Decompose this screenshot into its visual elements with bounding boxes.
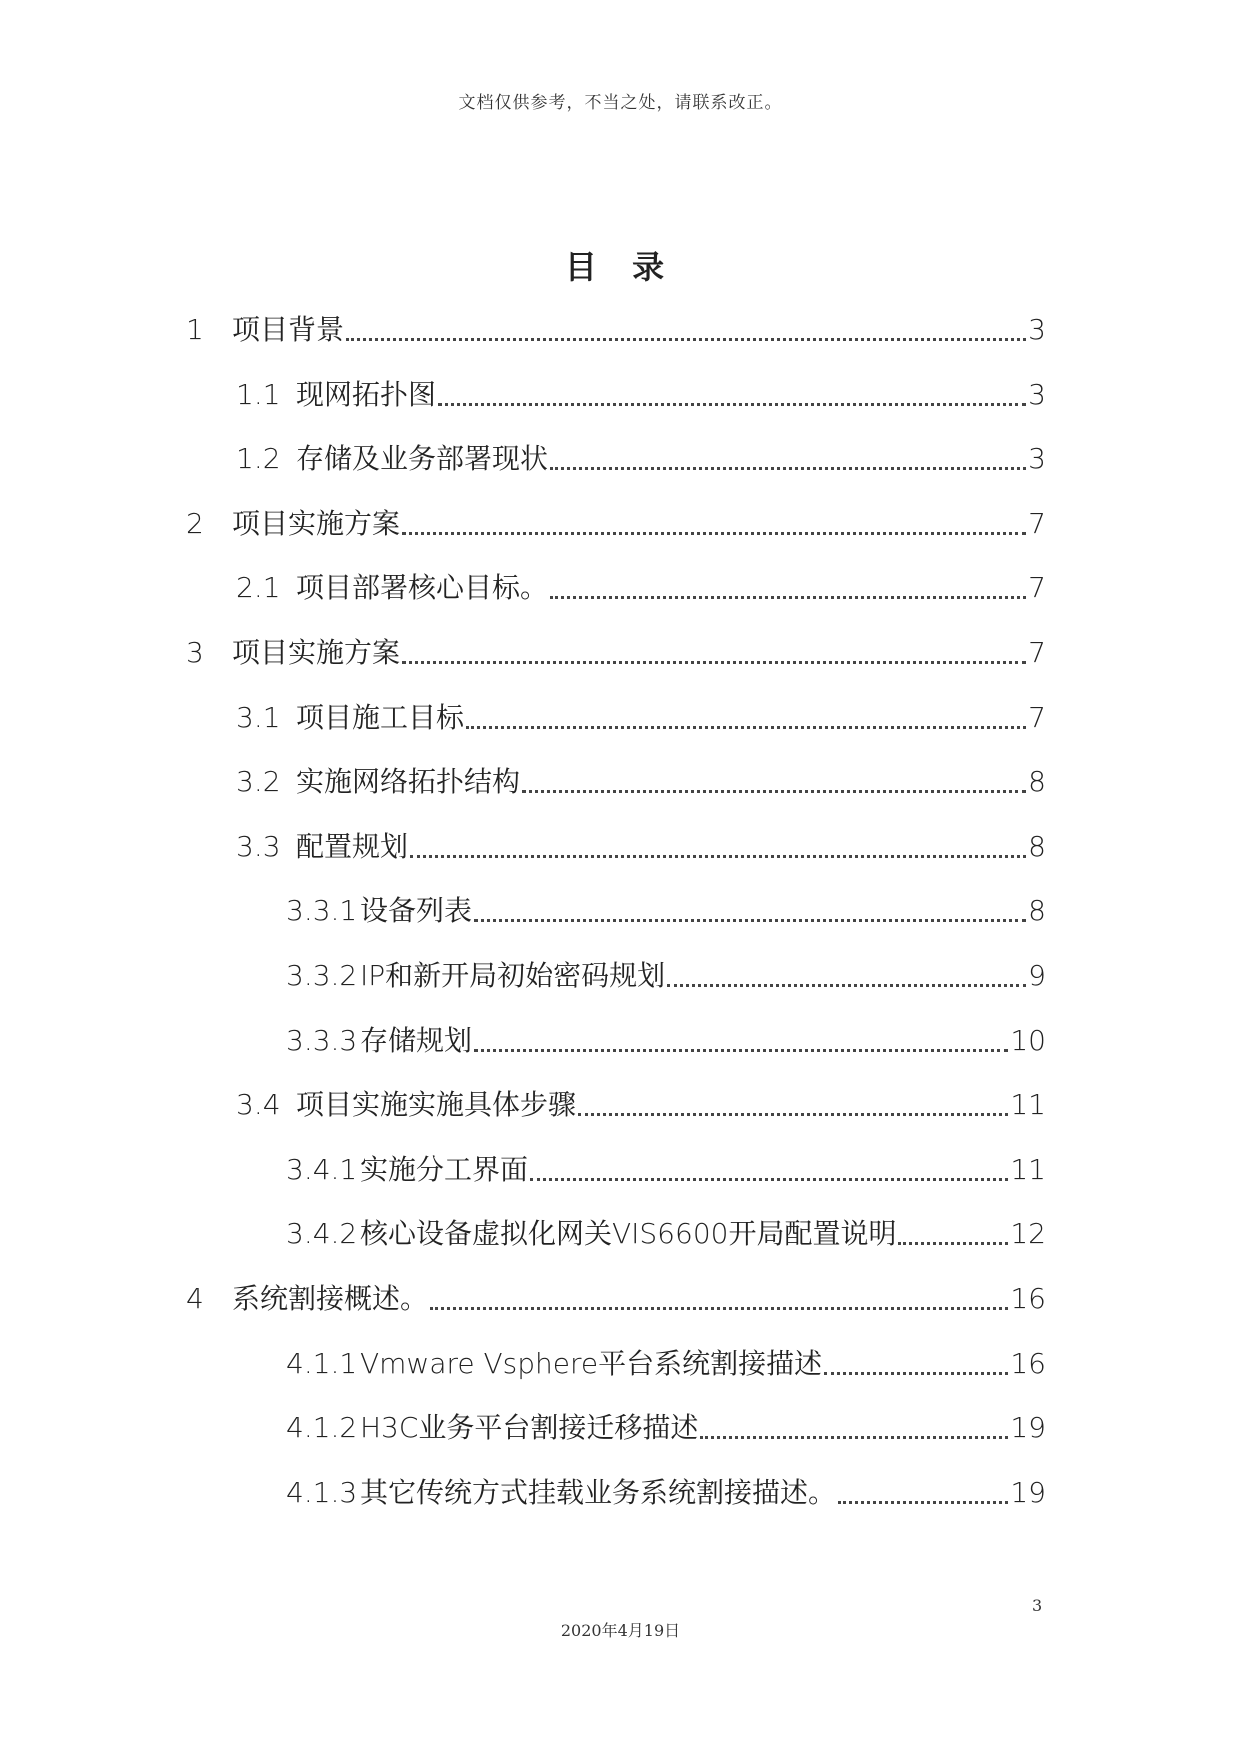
toc-dot-leader — [522, 790, 1026, 793]
toc-dot-leader — [700, 1436, 1008, 1439]
toc-entry-page: 19 — [1010, 1476, 1046, 1509]
toc-dot-leader — [474, 1049, 1008, 1052]
toc-entry[interactable] — [186, 629, 1046, 673]
toc-entry[interactable] — [286, 1146, 1046, 1190]
toc-entry[interactable] — [286, 887, 1046, 931]
toc-entry-page: 16 — [1010, 1282, 1046, 1315]
toc-entry-page: 8 — [1028, 830, 1046, 863]
toc-entry[interactable] — [286, 1404, 1046, 1448]
toc-dot-leader — [430, 1307, 1008, 1310]
toc-entry-text: 项目实施实施具体步骤 — [296, 1088, 577, 1121]
toc-entry-number: 3.3 — [236, 830, 281, 863]
toc-entry-number: 1 — [186, 313, 204, 346]
toc-entry-page: 9 — [1028, 959, 1046, 992]
toc-title: 目 录 — [564, 248, 677, 286]
toc-entry-number: 1.2 — [236, 442, 281, 475]
toc-entry-text: H3C业务平台割接迁移描述 — [360, 1411, 699, 1444]
toc-entry-text: 存储及业务部署现状 — [296, 442, 549, 475]
toc-entry[interactable] — [186, 1275, 1046, 1319]
toc-entry[interactable] — [286, 952, 1046, 996]
toc-dot-leader — [438, 403, 1026, 406]
toc-entry-text: 现网拓扑图 — [296, 378, 437, 411]
toc-entry[interactable] — [286, 1017, 1046, 1061]
toc-entry-number: 3.3.1 — [286, 894, 358, 927]
toc-dot-leader — [474, 919, 1026, 922]
toc-dot-leader — [578, 1113, 1008, 1116]
toc-entry[interactable] — [286, 1469, 1046, 1513]
toc-entry-text: 实施网络拓扑结构 — [296, 765, 521, 798]
toc-entry[interactable] — [186, 306, 1046, 350]
toc-entry[interactable] — [236, 823, 1046, 867]
toc-entry-number: 3.4.2 — [286, 1217, 358, 1250]
toc-entry-page: 19 — [1010, 1411, 1046, 1444]
toc-entry-text: 项目部署核心目标。 — [296, 571, 549, 604]
toc-entry-page: 11 — [1010, 1088, 1046, 1121]
toc-entry-page: 3 — [1028, 313, 1046, 346]
toc-entry-text: 设备列表 — [360, 894, 473, 927]
toc-entry-page: 3 — [1028, 442, 1046, 475]
toc-entry-number: 3.4.1 — [286, 1153, 358, 1186]
toc-entry[interactable] — [236, 564, 1046, 608]
toc-entry-number: 4 — [186, 1282, 204, 1315]
footer-date: 2020年4月19日 — [560, 1621, 681, 1640]
toc-entry[interactable] — [286, 1340, 1046, 1384]
toc-entry[interactable] — [286, 1210, 1046, 1254]
toc-entry-number: 2.1 — [236, 571, 281, 604]
toc-entry[interactable] — [236, 371, 1046, 415]
toc-entry-number: 3.4 — [236, 1088, 281, 1121]
toc-entry[interactable] — [236, 758, 1046, 802]
toc-entry-number: 3.2 — [236, 765, 281, 798]
toc-entry-text: 项目实施方案 — [232, 636, 401, 669]
toc-dot-leader — [346, 338, 1026, 341]
page-number: 3 — [1032, 1596, 1043, 1615]
toc-entry-number: 3 — [186, 636, 204, 669]
toc-dot-leader — [898, 1242, 1008, 1245]
toc-entry-page: 7 — [1028, 701, 1046, 734]
toc-entry-number: 3.3.3 — [286, 1024, 358, 1057]
toc-entry-text: 其它传统方式挂载业务系统割接描述。 — [360, 1476, 837, 1509]
toc-entry-text: 项目实施方案 — [232, 507, 401, 540]
toc-entry-number: 3.1 — [236, 701, 281, 734]
toc-dot-leader — [466, 726, 1026, 729]
toc-entry-text: 核心设备虚拟化网关VIS6600开局配置说明 — [360, 1217, 897, 1250]
toc-entry-page: 16 — [1010, 1347, 1046, 1380]
toc-entry-page: 11 — [1010, 1153, 1046, 1186]
toc-dot-leader — [550, 467, 1026, 470]
toc-entry-number: 4.1.3 — [286, 1476, 358, 1509]
toc-entry-text: 配置规划 — [296, 830, 409, 863]
toc-entry-text: 实施分工界面 — [360, 1153, 529, 1186]
toc-dot-leader — [402, 661, 1026, 664]
toc-entry-page: 10 — [1010, 1024, 1046, 1057]
toc-dot-leader — [402, 532, 1026, 535]
toc-entry-text: Vmware Vsphere平台系统割接描述 — [360, 1347, 823, 1380]
toc-entry-number: 1.1 — [236, 378, 281, 411]
toc-entry-number: 2 — [186, 507, 204, 540]
toc-entry-number: 4.1.1 — [286, 1347, 358, 1380]
toc-entry-page: 3 — [1028, 378, 1046, 411]
toc-dot-leader — [824, 1372, 1008, 1375]
toc-entry-page: 7 — [1028, 571, 1046, 604]
toc-entry[interactable] — [186, 500, 1046, 544]
toc-entry-page: 7 — [1028, 636, 1046, 669]
toc-entry-text: 项目施工目标 — [296, 701, 465, 734]
toc-dot-leader — [838, 1501, 1008, 1504]
toc-entry[interactable] — [236, 1081, 1046, 1125]
toc-entry-page: 8 — [1028, 765, 1046, 798]
toc-entry-page: 7 — [1028, 507, 1046, 540]
toc-entry-text: 项目背景 — [232, 313, 345, 346]
toc-dot-leader — [410, 855, 1026, 858]
toc-dot-leader — [530, 1178, 1008, 1181]
toc-entry-text: IP和新开局初始密码规划 — [360, 959, 666, 992]
toc-dot-leader — [667, 984, 1026, 987]
toc-entry[interactable] — [236, 694, 1046, 738]
toc-entry-number: 3.3.2 — [286, 959, 358, 992]
document-header-note: 文档仅供参考，不当之处，请联系改正。 — [458, 93, 783, 113]
toc-entry-page: 8 — [1028, 894, 1046, 927]
toc-entry-text: 存储规划 — [360, 1024, 473, 1057]
toc-dot-leader — [550, 596, 1026, 599]
toc-entry-text: 系统割接概述。 — [232, 1282, 429, 1315]
toc-entry-page: 12 — [1010, 1217, 1046, 1250]
toc-entry[interactable] — [236, 435, 1046, 479]
toc-entry-number: 4.1.2 — [286, 1411, 358, 1444]
